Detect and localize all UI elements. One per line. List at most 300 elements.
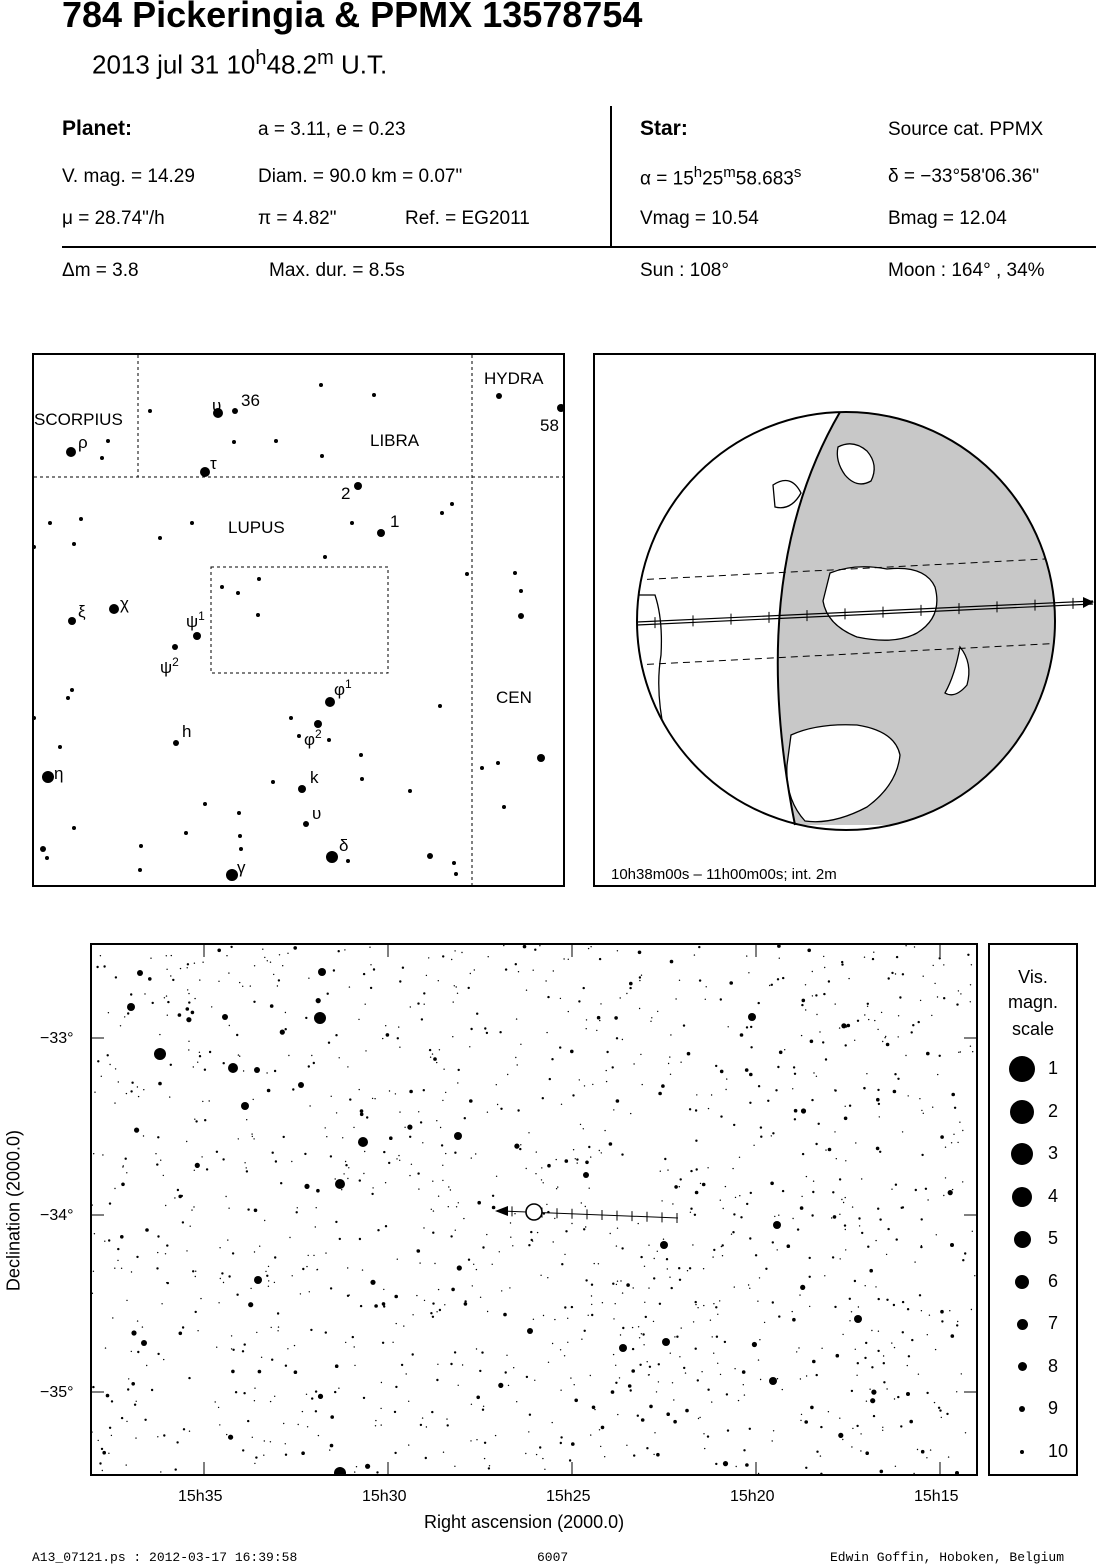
field-star: [859, 1225, 860, 1226]
field-star: [778, 1315, 780, 1317]
field-star: [680, 1062, 681, 1063]
field-star: [640, 1256, 642, 1258]
field-star: [604, 1130, 605, 1131]
field-star: [695, 1304, 696, 1305]
field-star: [488, 1467, 490, 1469]
field-star: [740, 1033, 744, 1037]
field-star: [633, 1063, 634, 1064]
field-star: [539, 945, 540, 946]
field-star: [585, 1279, 587, 1281]
field-star: [487, 1112, 488, 1113]
field-star: [792, 1318, 796, 1322]
field-star: [650, 1021, 651, 1022]
field-star: [230, 946, 232, 948]
field-star: [359, 1238, 361, 1240]
x-tick-15h35: 15h35: [178, 1488, 223, 1505]
field-star: [794, 1109, 798, 1113]
field-star: [325, 1331, 327, 1333]
field-star: [702, 1183, 706, 1187]
field-star: [816, 1374, 818, 1376]
field-star: [438, 1196, 439, 1197]
finder-star: [297, 734, 301, 738]
field-star: [144, 1419, 146, 1421]
field-star: [430, 1312, 432, 1314]
star-source: Source cat. PPMX: [888, 119, 1044, 140]
field-star: [124, 1016, 125, 1017]
field-star: [516, 1018, 517, 1019]
field-star: [300, 1293, 301, 1294]
field-star: [194, 1170, 195, 1171]
field-star: [398, 1026, 399, 1027]
field-star: [802, 1153, 804, 1155]
field-star: [812, 971, 813, 972]
field-star: [115, 1068, 116, 1069]
psi2-index: 2: [172, 655, 179, 669]
asteroid-path: [495, 1204, 678, 1223]
field-star: [136, 1401, 137, 1402]
field-star: [386, 1033, 390, 1037]
field-star: [464, 1302, 468, 1306]
field-star: [951, 1093, 955, 1097]
field-star: [703, 1268, 704, 1269]
field-star: [801, 1196, 802, 1197]
field-star: [840, 1258, 841, 1259]
field-star: [614, 1016, 618, 1020]
field-star: [921, 1110, 922, 1111]
field-star: [455, 1230, 456, 1231]
field-star: [818, 1123, 820, 1125]
field-star: [330, 1444, 334, 1448]
field-star: [146, 1365, 147, 1366]
field-star: [585, 1161, 589, 1165]
field-star: [871, 1390, 876, 1395]
scale-title-magn: magn.: [1007, 992, 1059, 1012]
field-star: [343, 1173, 344, 1174]
field-star: [929, 1315, 930, 1316]
field-star: [927, 1199, 928, 1200]
field-star: [970, 984, 971, 985]
field-star: [507, 1074, 508, 1075]
field-star: [957, 1142, 958, 1143]
field-star: [797, 1228, 799, 1230]
field-star: [326, 1136, 327, 1137]
field-star: [536, 1454, 537, 1455]
field-star: [543, 1182, 544, 1183]
field-star: [476, 1269, 477, 1270]
field-star: [109, 1064, 110, 1065]
field-star: [446, 1418, 447, 1419]
field-star: [799, 1294, 800, 1295]
field-star: [412, 1353, 414, 1355]
field-star: [553, 1241, 554, 1242]
field-star: [828, 1411, 829, 1412]
shadow-direction-arrow: [1083, 597, 1094, 608]
field-star: [755, 1254, 757, 1256]
field-star: [206, 1168, 208, 1170]
field-star: [99, 1462, 101, 1464]
field-star: [841, 961, 843, 963]
event-datetime: [92, 47, 387, 81]
finder-star: [496, 761, 500, 765]
field-star: [919, 1098, 920, 1099]
finder-star: [193, 632, 201, 640]
field-star: [970, 1046, 971, 1047]
star-label-k: k: [310, 768, 319, 787]
field-star: [432, 1302, 434, 1304]
field-star: [354, 1346, 355, 1347]
field-star: [424, 1004, 425, 1005]
field-star: [232, 1066, 234, 1068]
field-star: [805, 984, 806, 985]
field-star: [902, 1206, 904, 1208]
field-star: [325, 1252, 326, 1253]
field-star: [167, 1015, 168, 1016]
scale-value: 1: [1048, 1058, 1059, 1078]
field-star: [865, 1285, 866, 1286]
field-star: [570, 1050, 574, 1054]
field-star: [365, 1004, 366, 1005]
field-star: [170, 1064, 172, 1066]
field-star: [315, 1390, 317, 1392]
field-star: [908, 1095, 909, 1096]
field-star: [302, 1411, 303, 1412]
field-star: [137, 1320, 138, 1321]
field-star: [442, 1165, 443, 1166]
field-star: [844, 1224, 846, 1226]
field-star: [883, 1381, 885, 1383]
field-star: [268, 1266, 269, 1267]
field-star: [749, 1428, 751, 1430]
field-star: [695, 1348, 697, 1350]
field-star: [289, 1237, 290, 1238]
field-star: [318, 1435, 319, 1436]
field-star: [250, 985, 251, 986]
field-star: [641, 1333, 642, 1334]
field-star: [448, 1186, 449, 1187]
field-star: [902, 1131, 903, 1132]
field-star: [958, 1052, 959, 1053]
field-star: [363, 1397, 365, 1399]
field-star: [222, 1158, 224, 1160]
field-star: [673, 1420, 677, 1424]
field-star: [936, 1234, 937, 1235]
field-star: [422, 1142, 423, 1143]
field-star: [193, 1206, 194, 1207]
field-star: [852, 1206, 853, 1207]
field-star: [423, 1227, 424, 1228]
field-star: [202, 1101, 203, 1102]
field-star: [406, 1373, 407, 1374]
field-star: [163, 1175, 164, 1176]
field-star: [902, 1331, 904, 1333]
field-star: [189, 1431, 190, 1432]
field-star: [552, 1422, 553, 1423]
field-star: [469, 1099, 473, 1103]
field-star: [431, 1209, 432, 1210]
field-star: [886, 1388, 887, 1389]
field-star: [530, 1231, 532, 1233]
field-star: [878, 1298, 880, 1300]
field-star: [690, 1212, 691, 1213]
star-label-2: 2: [341, 484, 351, 503]
field-star: [437, 1364, 438, 1365]
field-star: [645, 1316, 647, 1318]
field-star: [821, 1348, 822, 1349]
event-date: 2013 jul 31 10: [92, 49, 256, 80]
field-star: [389, 1136, 393, 1140]
field-star: [720, 998, 722, 1000]
field-star: [394, 1295, 398, 1299]
field-star: [127, 1012, 129, 1014]
field-star: [236, 1034, 238, 1036]
field-star: [724, 1341, 726, 1343]
field-star: [617, 1281, 618, 1282]
finder-star: [438, 704, 442, 708]
field-star: [479, 1370, 481, 1372]
field-star: [409, 1136, 411, 1138]
field-star: [209, 1100, 210, 1101]
star-label-eta: η: [54, 764, 64, 783]
field-star: [102, 1451, 106, 1455]
field-star: [170, 975, 171, 976]
field-star: [454, 1152, 456, 1154]
star-bmag: Bmag = 12.04: [888, 208, 1007, 229]
field-star: [397, 1259, 398, 1260]
field-star: [715, 1306, 717, 1308]
field-star: [841, 1023, 846, 1028]
field-star: [298, 1082, 304, 1088]
field-star: [653, 1277, 655, 1279]
field-star: [801, 1108, 806, 1113]
field-star: [894, 1073, 896, 1075]
field-star: [861, 1232, 863, 1234]
field-star: [338, 1388, 339, 1389]
phi2-letter: φ: [304, 730, 316, 749]
field-star: [779, 1051, 783, 1055]
field-star: [819, 1031, 820, 1032]
field-star: [579, 1079, 580, 1080]
field-star: [166, 955, 167, 956]
field-star: [940, 1310, 944, 1314]
finder-star: [372, 393, 376, 397]
field-star: [891, 972, 893, 974]
x-tick-15h20: 15h20: [730, 1488, 775, 1505]
field-star: [419, 1262, 420, 1263]
field-star: [235, 1391, 237, 1393]
field-star: [143, 1135, 144, 1136]
finder-star: [173, 740, 179, 746]
globe-panel: [593, 353, 1096, 887]
footer-number: 6007: [537, 1550, 569, 1565]
field-star: [318, 968, 326, 976]
field-star: [254, 1067, 260, 1073]
field-star: [918, 1021, 920, 1023]
field-star: [500, 1108, 502, 1110]
time-system: U.T.: [333, 49, 388, 80]
field-star: [134, 1128, 139, 1133]
field-star: [221, 1272, 223, 1274]
field-star: [131, 1330, 136, 1335]
star-label-1: 1: [390, 512, 400, 531]
field-star: [675, 998, 676, 999]
field-star: [423, 1089, 425, 1091]
field-star: [777, 945, 781, 948]
field-star: [638, 1223, 639, 1224]
field-star: [194, 963, 195, 964]
field-star: [670, 1034, 671, 1035]
field-star: [679, 1279, 681, 1281]
field-star: [825, 1149, 826, 1150]
field-star: [534, 1380, 535, 1381]
field-star: [690, 1208, 692, 1210]
field-star: [191, 1011, 195, 1015]
field-star: [672, 1203, 673, 1204]
field-star: [325, 1127, 326, 1128]
field-star: [157, 1136, 159, 1138]
field-star: [526, 1376, 528, 1378]
finder-star: [232, 440, 236, 444]
field-star: [381, 1424, 382, 1425]
field-star: [352, 1336, 354, 1338]
field-star: [395, 1386, 397, 1388]
field-star: [556, 1159, 557, 1160]
field-star: [238, 1138, 239, 1139]
field-star: [694, 954, 695, 955]
field-star: [951, 1334, 955, 1338]
field-star: [385, 1025, 386, 1026]
field-star: [857, 1362, 859, 1364]
field-star: [841, 1199, 842, 1200]
field-star: [713, 1353, 714, 1354]
field-star: [285, 1365, 287, 1367]
field-star: [703, 1305, 704, 1306]
field-star: [683, 1024, 685, 1026]
field-star: [417, 1002, 419, 1004]
field-star: [253, 1138, 254, 1139]
field-star: [294, 1370, 298, 1374]
finder-star: [79, 517, 83, 521]
field-star: [344, 949, 345, 950]
footer-author: Edwin Goffin, Hoboken, Belgium: [830, 1550, 1065, 1565]
field-star: [285, 1454, 287, 1456]
field-star: [186, 1250, 187, 1251]
field-star: [316, 1189, 320, 1193]
field-star: [834, 1089, 836, 1091]
field-star: [809, 1306, 810, 1307]
field-star: [432, 1053, 433, 1054]
field-star: [537, 1232, 538, 1233]
field-star: [252, 1136, 253, 1137]
field-star: [156, 1267, 158, 1269]
field-star: [179, 1332, 183, 1336]
field-star: [520, 1044, 521, 1045]
finder-star: [190, 521, 194, 525]
field-star: [556, 1188, 557, 1189]
field-star: [733, 1213, 735, 1215]
field-star: [887, 1228, 889, 1230]
field-star: [107, 1054, 109, 1056]
field-star: [544, 1469, 545, 1470]
field-star: [864, 957, 865, 958]
finder-star: [100, 456, 104, 460]
field-star: [469, 1046, 470, 1047]
finder-star: [440, 511, 444, 515]
field-star: [744, 1394, 745, 1395]
field-star: [264, 1440, 265, 1441]
scale-value: 9: [1048, 1398, 1059, 1418]
field-star: [656, 1391, 657, 1392]
field-star: [822, 1041, 824, 1043]
field-star: [131, 1082, 133, 1084]
field-star: [972, 1231, 973, 1232]
field-star: [223, 1062, 225, 1064]
field-star: [510, 1237, 511, 1238]
field-star: [719, 1300, 720, 1301]
field-star: [187, 963, 189, 965]
planet-parallax: π = 4.82": [258, 208, 337, 229]
field-star: [692, 1244, 693, 1245]
field-star: [720, 1374, 721, 1375]
field-star: [572, 1094, 574, 1096]
field-star: [317, 1269, 318, 1270]
field-star: [591, 1284, 593, 1286]
field-star: [127, 1388, 129, 1390]
field-star: [772, 1241, 774, 1243]
field-star: [777, 1249, 778, 1250]
field-star: [896, 1238, 898, 1240]
field-star: [575, 1158, 576, 1159]
planet-motion: μ = 28.74"/h: [62, 208, 165, 229]
field-star: [103, 965, 105, 967]
field-star: [279, 954, 280, 955]
field-star: [471, 1404, 472, 1405]
field-star: [167, 1001, 169, 1003]
field-star: [104, 1241, 105, 1242]
finder-star: [238, 834, 242, 838]
field-star: [399, 1111, 400, 1112]
field-star: [335, 1221, 337, 1223]
field-star: [828, 980, 830, 982]
field-star: [359, 1179, 361, 1181]
field-star: [958, 990, 959, 991]
field-star: [331, 1096, 332, 1097]
field-star: [746, 1203, 748, 1205]
field-star: [296, 1211, 298, 1213]
field-star: [865, 1451, 869, 1455]
field-star: [534, 949, 536, 951]
field-star: [943, 1195, 944, 1196]
field-star: [717, 1314, 718, 1315]
field-star: [805, 1009, 806, 1010]
field-star: [696, 1094, 697, 1095]
field-star: [591, 1295, 592, 1296]
info-column-divider: [610, 106, 612, 248]
field-star: [330, 1287, 332, 1289]
field-star: [629, 987, 631, 989]
field-star: [231, 1335, 232, 1336]
field-star: [598, 1263, 599, 1264]
field-star: [202, 962, 203, 963]
field-star: [232, 1349, 234, 1351]
field-star: [939, 1409, 941, 1411]
field-star: [796, 1351, 797, 1352]
field-star: [199, 979, 200, 980]
field-star: [777, 1066, 779, 1068]
field-star: [195, 1271, 196, 1272]
field-star: [664, 1158, 666, 1160]
field-star: [247, 1420, 249, 1422]
field-star: [376, 1471, 378, 1473]
